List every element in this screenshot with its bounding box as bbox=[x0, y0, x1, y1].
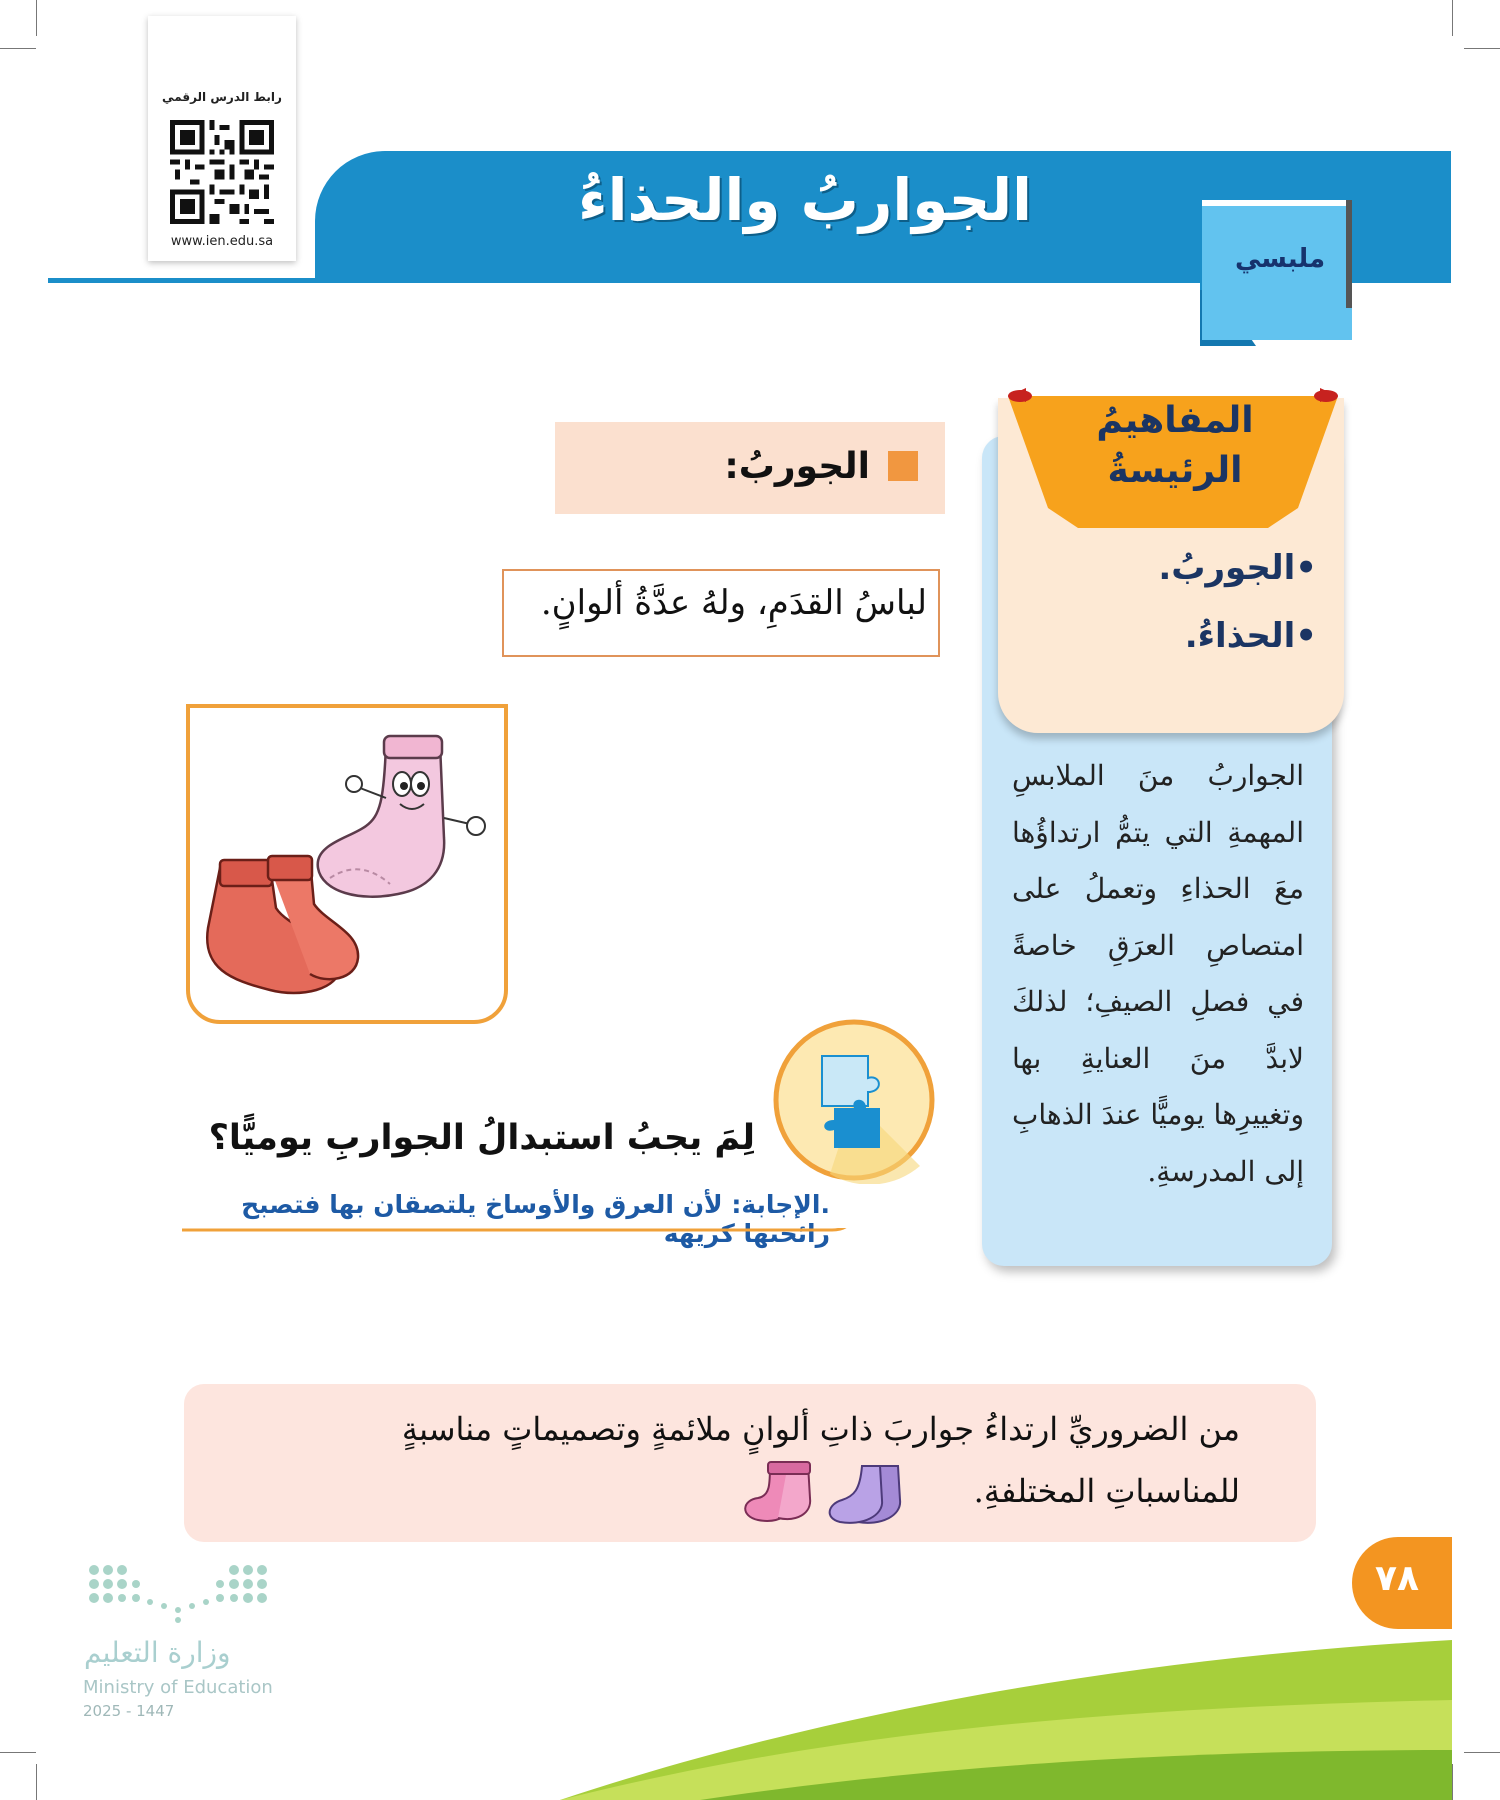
concept-item-shoe: •الحذاءُ. bbox=[1184, 616, 1317, 656]
ministry-year: 2025 - 1447 bbox=[83, 1702, 175, 1720]
answer-underline bbox=[182, 1228, 857, 1248]
concept-item-socks: •الجوربُ. bbox=[1158, 548, 1317, 588]
concepts-heading bbox=[1060, 396, 1290, 496]
qr-code-icon[interactable] bbox=[170, 120, 274, 224]
page-title: الجواربُ والحذاءُ bbox=[577, 166, 1033, 234]
page-number: ٧٨ bbox=[1375, 1558, 1419, 1599]
crop-mark bbox=[0, 48, 36, 49]
concepts-body-text: الجواربُ منَ الملابسِ المهمةِ التي يتمُّ ارتداؤُها معَ الحذاءِ وتعملُ على امتصاصِ العرَقِ خاصةً في فصلِ الصيفِ؛ لذلكَ لابدَّ منَ العنايةِ بها وتغييرِها يوميًّا عندَ الذهابِ إلى المدرسةِ. bbox=[1012, 759, 1304, 1188]
question-text: لِمَ يجبُ استبدالُ الجواربِ يوميًّا؟ bbox=[208, 1118, 755, 1158]
ministry-name-english: Ministry of Education bbox=[83, 1677, 273, 1698]
tip-text: من الضروريِّ ارتداءُ جواربَ ذاتِ ألوانٍ ملائمةٍ وتصميماتٍ مناسبةٍ للمناسباتِ المختلفةِ. bbox=[401, 1410, 1240, 1510]
qr-label: رابط الدرس الرقمي bbox=[162, 90, 282, 104]
ministry-logo-dots-icon bbox=[84, 1562, 272, 1624]
crop-mark bbox=[1452, 0, 1453, 36]
ministry-name-arabic: وزارة التعليم bbox=[84, 1636, 231, 1669]
definition-text: لباسُ القدَمِ، ولهُ عدَّةُ ألوانٍ. bbox=[540, 583, 927, 623]
crop-mark bbox=[36, 0, 37, 36]
bottom-wave-decoration bbox=[0, 1600, 1500, 1800]
definition-term: الجوربُ: bbox=[724, 446, 870, 487]
pink-sock-character-icon bbox=[318, 736, 485, 897]
qr-card[interactable] bbox=[148, 16, 296, 261]
puzzle-icon bbox=[770, 1016, 938, 1184]
unit-label: ملبسي bbox=[1234, 244, 1326, 274]
concepts-heading-line1: المفاهيمُ bbox=[1096, 400, 1254, 441]
concepts-heading-line2: الرئيسةُ bbox=[1107, 450, 1243, 491]
orange-square-icon bbox=[888, 451, 918, 481]
socks-illustration-frame bbox=[186, 704, 508, 1024]
answer-text: .الإجابة: لأن العرق والأوساخ يلتصقان بها فتصبح رائحتها كريهة bbox=[241, 1190, 830, 1248]
socks-illustration bbox=[190, 708, 504, 1020]
crop-mark bbox=[1464, 48, 1500, 49]
qr-url[interactable]: www.ien.edu.sa bbox=[170, 234, 274, 249]
socks-pair-icon bbox=[730, 1460, 910, 1532]
